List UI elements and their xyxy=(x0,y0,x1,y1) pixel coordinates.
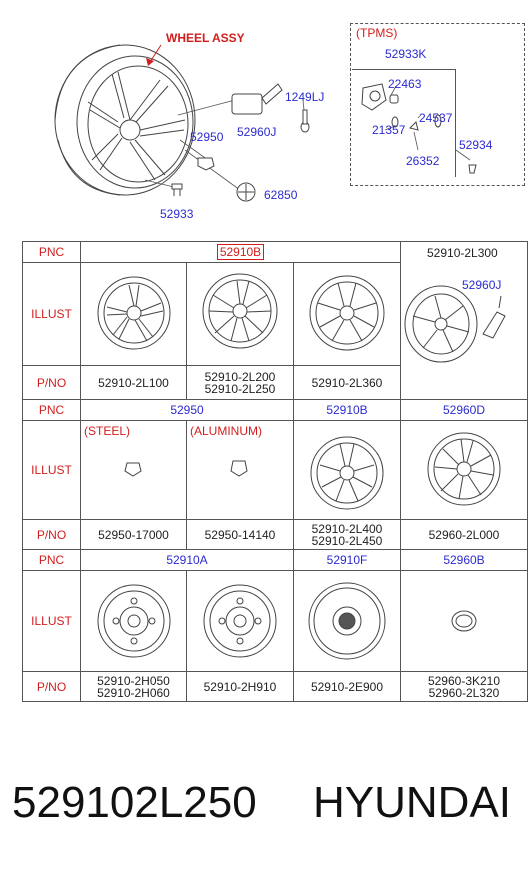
pno-text: 52910-2L100 xyxy=(98,375,169,390)
pnc-label: PNC xyxy=(23,400,81,421)
callout-52933k: 52933K xyxy=(385,47,427,61)
extra-pnc-52960j: 52960J xyxy=(462,278,502,292)
illust-52910-2h050 xyxy=(81,571,187,672)
callout-26352: 26352 xyxy=(406,154,440,168)
pno-52960-2l000 xyxy=(401,520,528,550)
pno-label: P/NO xyxy=(23,366,81,400)
pnc-52910f: 52910F xyxy=(294,550,401,571)
pno-52910-2l100 xyxy=(81,366,187,400)
illust-52910-2l400 xyxy=(294,421,401,520)
alloy-wheel-5-spoke-illust xyxy=(81,263,187,365)
steel-wheel-alt-illust xyxy=(187,571,294,671)
callout-52934: 52934 xyxy=(459,138,493,152)
pno-text: 52960-2L000 xyxy=(428,527,500,542)
pnc-52910b: 52910B xyxy=(294,400,401,421)
illust-52910-2l100 xyxy=(81,263,187,366)
alloy-wheel-10-spoke-illust xyxy=(401,421,528,519)
pno-label: P/NO xyxy=(23,672,81,702)
pnc-52960d: 52960D xyxy=(401,400,528,421)
extra-pno-52910-2l300: 52910-2L300 xyxy=(427,246,498,260)
callout-52933: 52933 xyxy=(160,207,194,221)
steel-wheel-illust xyxy=(81,571,187,671)
pnc-52950: 52950 xyxy=(81,400,294,421)
alloy-wheel-split-spoke-illust xyxy=(294,421,401,519)
parts-table xyxy=(22,241,528,702)
illust-52910-2l360 xyxy=(294,263,401,366)
alloy-wheel-multi-spoke-illust xyxy=(187,263,294,365)
steel-label: (STEEL) xyxy=(84,424,131,438)
pno-text: 52910-2L450 xyxy=(311,533,383,548)
wheel-with-center-cap-illust xyxy=(401,242,528,388)
section3-pnc-row xyxy=(23,550,528,571)
callout-1249lj: 1249LJ xyxy=(285,90,325,104)
callout-52950: 52950 xyxy=(190,130,224,144)
pno-text: 52960-2L320 xyxy=(428,685,500,700)
pno-label: P/NO xyxy=(23,520,81,550)
pno-52910-2l200-2l250 xyxy=(187,366,294,400)
section2-pnc-row xyxy=(23,400,528,421)
pno-text: 52910-2H050 xyxy=(97,673,170,688)
illust-label: ILLUST xyxy=(23,263,81,366)
pnc-52910a: 52910A xyxy=(81,550,294,571)
footer-part-number: 529102L250 xyxy=(12,778,257,827)
spare-steel-wheel-illust xyxy=(294,571,401,671)
section3-pno-row xyxy=(23,672,528,702)
pno-52910-2e900 xyxy=(294,672,401,702)
pnc-label: PNC xyxy=(23,550,81,571)
pno-text: 52910-2L360 xyxy=(311,375,383,390)
section2-illust-row xyxy=(23,421,528,520)
illust-52910-2l200 xyxy=(187,263,294,366)
section3-illust-row xyxy=(23,571,528,672)
wheel-assy-label: WHEEL ASSY xyxy=(166,31,245,45)
callout-62850: 62850 xyxy=(264,188,298,202)
pno-text: 52910-2L200 xyxy=(204,369,276,384)
pno-text: 52950-17000 xyxy=(98,527,169,542)
illust-52910-2h910 xyxy=(187,571,294,672)
section2-pno-row xyxy=(23,520,528,550)
callout-22463: 22463 xyxy=(388,77,422,91)
pno-52960-3k210-2l320 xyxy=(401,672,528,702)
pno-text: 52910-2L400 xyxy=(311,521,383,536)
illust-52960-3k210 xyxy=(401,571,528,672)
pno-52910-2h910 xyxy=(187,672,294,702)
alloy-wheel-twin-spoke-illust xyxy=(294,263,401,365)
pnc-52910b-highlight: 52910B xyxy=(217,244,264,260)
callout-21357: 21357 xyxy=(372,123,406,137)
illust-steel-nut xyxy=(81,421,187,520)
illust-label: ILLUST xyxy=(23,421,81,520)
footer-brand: HYUNDAI xyxy=(313,778,512,827)
pnc-label: PNC xyxy=(23,242,81,263)
lug-nut-aluminum-illust xyxy=(187,421,294,519)
section1-pnc-row xyxy=(23,242,528,263)
tpms-label: (TPMS) xyxy=(356,26,398,40)
pno-text: 52960-3K210 xyxy=(427,673,501,688)
pnc-52960b: 52960B xyxy=(401,550,528,571)
aluminum-label: (ALUMINUM) xyxy=(190,424,262,438)
pno-52950-14140 xyxy=(187,520,294,550)
section1-extra-cell xyxy=(401,242,528,400)
pno-text: 52910-2H060 xyxy=(97,685,170,700)
illust-label: ILLUST xyxy=(23,571,81,672)
illust-aluminum-nut xyxy=(187,421,294,520)
callout-24537: 24537 xyxy=(419,111,453,125)
pno-text: 52910-2H910 xyxy=(203,679,277,694)
callout-52960j: 52960J xyxy=(237,125,277,139)
section1-pnc-cell xyxy=(81,242,401,263)
pno-text: 52910-2E900 xyxy=(310,679,384,694)
pno-52910-2l400-2l450 xyxy=(294,520,401,550)
lug-nut-steel-illust xyxy=(81,421,187,519)
pno-52910-2l360 xyxy=(294,366,401,400)
illust-52960-2l000 xyxy=(401,421,528,520)
pno-text: 52950-14140 xyxy=(204,527,276,542)
hyundai-center-cap-illust xyxy=(401,571,528,671)
pno-52950-17000 xyxy=(81,520,187,550)
illust-52910-2e900 xyxy=(294,571,401,672)
pno-52910-2h050-2h060 xyxy=(81,672,187,702)
pno-text: 52910-2L250 xyxy=(204,381,276,396)
